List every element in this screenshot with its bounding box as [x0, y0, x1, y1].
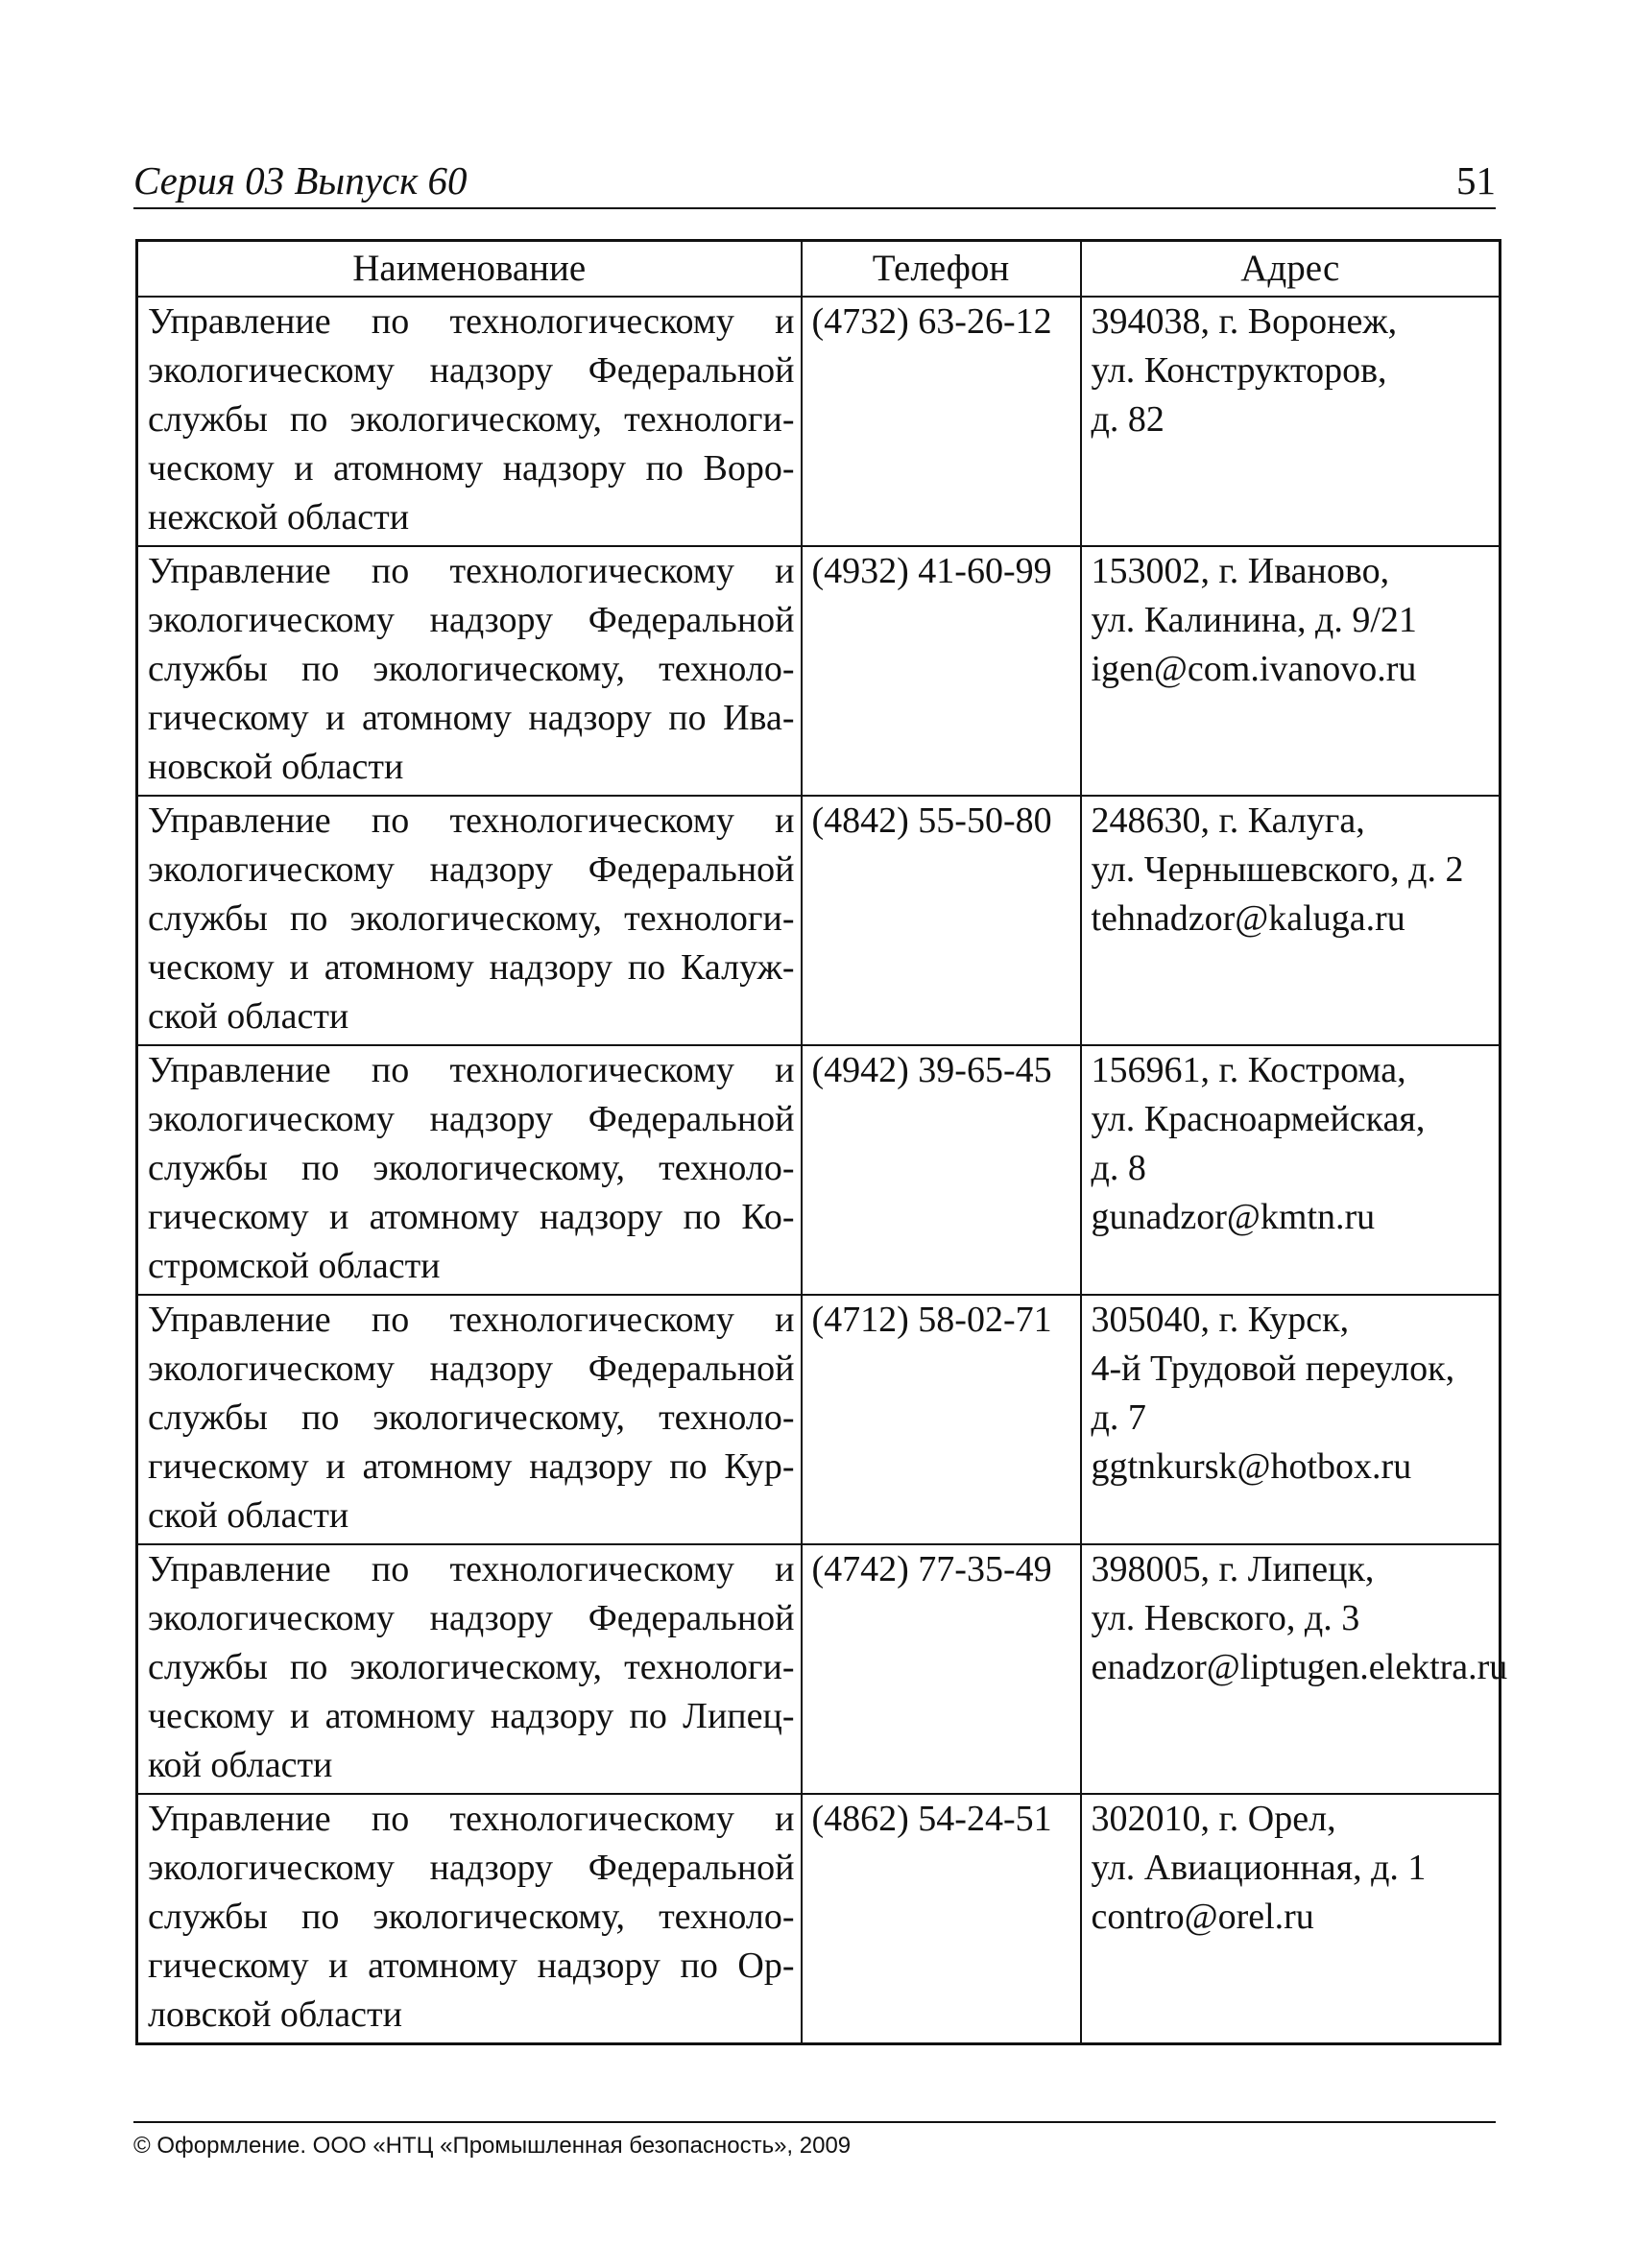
address-line: д. 82	[1091, 399, 1165, 440]
organization-name-line: Управление по технологическому и	[148, 1300, 795, 1340]
organization-name-cell	[137, 1794, 802, 2044]
address-line: contro@orel.ru	[1091, 1897, 1314, 1937]
address-line: gunadzor@kmtn.ru	[1091, 1197, 1376, 1237]
address-line: ул. Калинина, д. 9/21	[1091, 600, 1417, 640]
phone-cell	[802, 546, 1081, 796]
address-line: 4-й Трудовой переулок,	[1091, 1349, 1455, 1389]
phone-cell	[802, 1045, 1081, 1295]
address-line: enadzor@liptugen.elektra.ru	[1091, 1647, 1508, 1687]
table-row	[137, 1544, 1501, 1794]
organization-name-line: службы по экологическому, технологи-	[148, 399, 795, 440]
organization-name-line: службы по экологическому, технологи-	[148, 898, 795, 939]
organization-name-cell	[137, 1295, 802, 1544]
column-header-address: Адрес	[1081, 241, 1501, 298]
address-line: ул. Конструкторов,	[1091, 350, 1387, 391]
table-row	[137, 796, 1501, 1045]
organization-name-line: нежской области	[148, 497, 410, 537]
organization-name-line: службы по экологическому, техноло-	[148, 1897, 795, 1937]
phone-number: (4932) 41-60-99	[811, 551, 1052, 591]
address-line: 156961, г. Кострома,	[1091, 1050, 1406, 1090]
organization-name-line: службы по экологическому, технологи-	[148, 1647, 795, 1687]
table-row	[137, 1295, 1501, 1544]
address-line: tehnadzor@kaluga.ru	[1091, 898, 1405, 939]
phone-cell	[802, 1794, 1081, 2044]
organization-name-line: Управление по технологическому и	[148, 551, 795, 591]
contacts-table	[135, 239, 1508, 2045]
table-row	[137, 1045, 1501, 1295]
organization-name-line: экологическому надзору Федеральной	[148, 600, 795, 640]
organization-name-line: ской области	[148, 1495, 349, 1536]
phone-cell	[802, 1544, 1081, 1794]
address-cell	[1081, 1544, 1508, 1794]
table-header-row	[137, 241, 1501, 298]
phone-number: (4862) 54-24-51	[811, 1799, 1052, 1839]
organization-name-cell	[137, 1544, 802, 1794]
table-row	[137, 1794, 1501, 2044]
phone-number: (4742) 77-35-49	[811, 1549, 1052, 1589]
organization-name-line: стромской области	[148, 1246, 441, 1286]
address-line: 398005, г. Липецк,	[1091, 1549, 1375, 1589]
organization-name-line: Управление по технологическому и	[148, 1050, 795, 1090]
address-cell	[1081, 1295, 1501, 1544]
table-row	[137, 546, 1501, 796]
series-title: Серия 03 Выпуск 60	[133, 158, 468, 203]
organization-name-line: гическому и атомному надзору по Кур-	[148, 1446, 795, 1487]
address-cell	[1081, 796, 1501, 1045]
table-body	[137, 297, 1508, 2044]
address-line: ул. Чернышевского, д. 2	[1091, 849, 1464, 890]
table-row	[137, 297, 1501, 546]
address-line: ул. Невского, д. 3	[1091, 1598, 1360, 1638]
column-header-phone: Телефон	[802, 241, 1081, 298]
organization-name-line: кой области	[148, 1745, 333, 1785]
organization-name-line: ческому и атомному надзору по Калуж-	[148, 947, 795, 988]
organization-name-line: экологическому надзору Федеральной	[148, 350, 795, 391]
organization-name-line: Управление по технологическому и	[148, 800, 795, 841]
address-line: 394038, г. Воронеж,	[1091, 301, 1398, 342]
organization-name-line: новской области	[148, 747, 404, 787]
organization-name-line: ловской области	[148, 1994, 402, 2035]
organization-name-line: службы по экологическому, техноло-	[148, 1148, 795, 1188]
address-cell	[1081, 546, 1501, 796]
phone-cell	[802, 297, 1081, 546]
organization-name-line: ской области	[148, 996, 349, 1037]
address-cell	[1081, 297, 1501, 546]
address-cell	[1081, 1045, 1501, 1295]
address-line: igen@com.ivanovo.ru	[1091, 649, 1417, 689]
organization-name-line: экологическому надзору Федеральной	[148, 1099, 795, 1139]
address-line: 305040, г. Курск,	[1091, 1300, 1350, 1340]
organization-name-line: гическому и атомному надзору по Ор-	[148, 1946, 795, 1986]
address-line: 302010, г. Орел,	[1091, 1799, 1336, 1839]
organization-name-cell	[137, 546, 802, 796]
organization-name-cell	[137, 1045, 802, 1295]
organization-name-line: Управление по технологическому и	[148, 1799, 795, 1839]
organization-name-line: службы по экологическому, техноло-	[148, 1397, 795, 1438]
address-line: 153002, г. Иваново,	[1091, 551, 1390, 591]
organization-name-line: Управление по технологическому и	[148, 301, 795, 342]
address-line: д. 8	[1091, 1148, 1146, 1188]
phone-number: (4942) 39-65-45	[811, 1050, 1052, 1090]
address-line: ул. Красноармейская,	[1091, 1099, 1426, 1139]
organization-name-line: экологическому надзору Федеральной	[148, 1598, 795, 1638]
address-line: ул. Авиационная, д. 1	[1091, 1848, 1427, 1888]
column-header-name: Наименование	[137, 241, 802, 298]
phone-number: (4712) 58-02-71	[811, 1300, 1052, 1340]
organization-name-line: гическому и атомному надзору по Ко-	[148, 1197, 795, 1237]
organization-name-cell	[137, 297, 802, 546]
organization-name-line: службы по экологическому, техноло-	[148, 649, 795, 689]
phone-number: (4732) 63-26-12	[811, 301, 1052, 342]
phone-number: (4842) 55-50-80	[811, 800, 1052, 841]
organization-name-line: ческому и атомному надзору по Воро-	[148, 448, 795, 489]
address-cell	[1081, 1794, 1501, 2044]
organization-name-line: экологическому надзору Федеральной	[148, 1349, 795, 1389]
phone-cell	[802, 796, 1081, 1045]
page-footer	[133, 2121, 1496, 2160]
organization-name-line: экологическому надзору Федеральной	[148, 1848, 795, 1888]
copyright-text: © Оформление. ООО «НТЦ «Промышленная безопасность», 2009	[133, 2133, 852, 2159]
organization-name-line: ческому и атомному надзору по Липец-	[148, 1696, 795, 1736]
organization-name-line: гическому и атомному надзору по Ива-	[148, 698, 795, 738]
organization-name-line: Управление по технологическому и	[148, 1549, 795, 1589]
address-line: ggtnkursk@hotbox.ru	[1091, 1446, 1412, 1487]
page-number: 51	[1456, 158, 1496, 203]
address-line: д. 7	[1091, 1397, 1146, 1438]
address-line: 248630, г. Калуга,	[1091, 800, 1365, 841]
page-header	[133, 154, 1496, 209]
organization-name-line: экологическому надзору Федеральной	[148, 849, 795, 890]
organization-name-cell	[137, 796, 802, 1045]
phone-cell	[802, 1295, 1081, 1544]
